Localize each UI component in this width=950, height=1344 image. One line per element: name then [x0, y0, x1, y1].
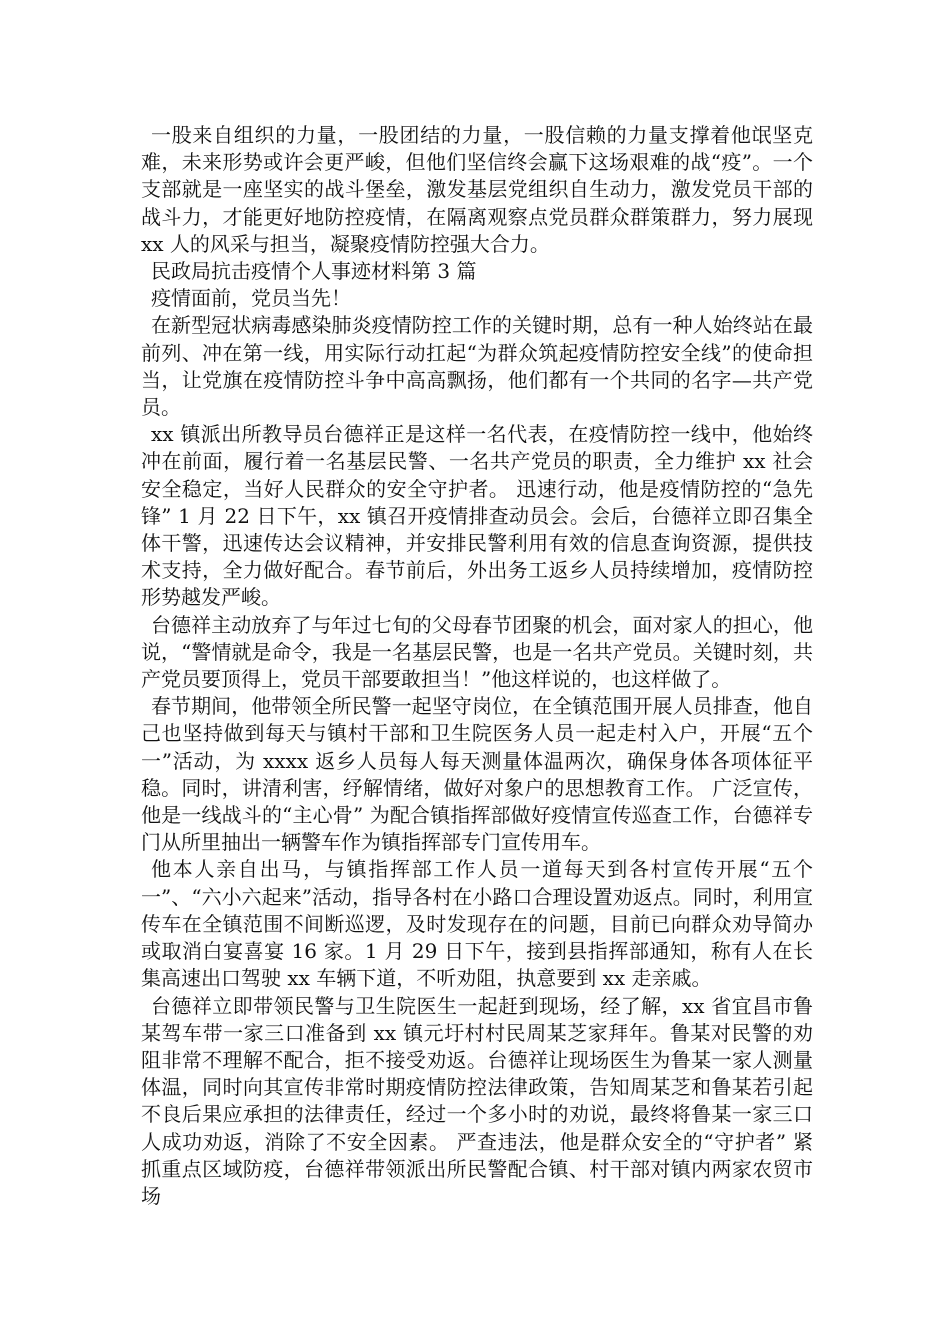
- section-subheading: 疫情面前，党员当先！: [151, 286, 351, 311]
- paragraph: 他本人亲自出马，与镇指挥部工作人员一道每天到各村宣传开展“五个一”、“六小六起来”活动，指导各村在小路口合理设置劝返点。同时，利用宣传车在全镇范围不间断巡逻，及时发现存在的问题，目前已向群众劝导简办或取消白宴喜宴 16 家。1 月 29 日下午，接到县指挥部通知，称有人在长集高速出口驾驶 xx 车辆下道，不听劝阻，执意要到 xx 走亲戚。: [141, 857, 813, 991]
- section-heading: 民政局抗击疫情个人事迹材料第 3 篇: [151, 259, 477, 284]
- paragraph: 台德祥主动放弃了与年过七旬的父母春节团聚的机会，面对家人的担心，他说，“警情就是命令，我是一名基层民警，也是一名共产党员。关键时刻，共产党员要顶得上，党员干部要敢担当！”他这样说的，也这样做了。: [141, 612, 813, 692]
- paragraph: 台德祥立即带领民警与卫生院医生一起赶到现场，经了解，xx 省宜昌市鲁某驾车带一家三口准备到 xx 镇元圩村村民周某芝家拜年。鲁某对民警的劝阻非常不理解不配合，拒不接受劝返。台德祥让现场医生为鲁某一家人测量体温，同时向其宣传非常时期疫情防控法律政策，告知周某芝和鲁某若引起不良后果应承担的法律责任，经过一个多小时的劝说，最终将鲁某一家三口人成功劝返，消除了不安全因素。 严查违法，他是群众安全的“守护者” 紧抓重点区域防疫，台德祥带领派出所民警配合镇、村干部对镇内两家农贸市场: [141, 993, 813, 1208]
- document-body: [141, 122, 813, 1210]
- paragraph-intro: 一股来自组织的力量，一股团结的力量，一股信赖的力量支撑着他氓坚克难，未来形势或许会更严峻，但他们坚信终会赢下这场艰难的战“疫”。一个支部就是一座坚实的战斗堡垒，激发基层党组织自生动力，激发党员干部的战斗力，才能更好地防控疫情，在隔离观察点党员群众群策群力，努力展现 xx 人的风采与担当，凝聚疫情防控强大合力。: [141, 123, 813, 256]
- paragraph: 在新型冠状病毒感染肺炎疫情防控工作的关键时期，总有一种人始终站在最前列、冲在第一线，用实际行动扛起“为群众筑起疫情防控安全线”的使命担当，让党旗在疫情防控斗争中高高飘扬，他们都有一个共同的名字—共产党员。: [141, 313, 813, 420]
- paragraph: xx 镇派出所教导员台德祥正是这样一名代表，在疫情防控一线中，他始终冲在前面，履行着一名基层民警、一名共产党员的职责，全力维护 xx 社会安全稳定，当好人民群众的安全守护者。 迅速行动，他是疫情防控的“急先锋” 1 月 22 日下午，xx 镇召开疫情排查动员会。会后，台德祥立即召集全体干警，迅速传达会议精神，并安排民警利用有效的信息查询资源，提供技术支持，全力做好配合。春节前后，外出务工返乡人员持续增加，疫情防控形势越发严峻。: [141, 422, 813, 610]
- paragraph: 春节期间，他带领全所民警一起坚守岗位，在全镇范围开展人员排查，他自己也坚持做到每天与镇村干部和卫生院医务人员一起走村入户，开展“五个一”活动，为 xxxx 返乡人员每人每天测量体温两次，确保身体各项体征平稳。同时，讲清利害，纾解情绪，做好对象户的思想教育工作。 广泛宣传，他是一线战斗的“主心骨” 为配合镇指挥部做好疫情宣传巡查工作，台德祥专门从所里抽出一辆警车作为镇指挥部专门宣传用车。: [141, 694, 813, 855]
